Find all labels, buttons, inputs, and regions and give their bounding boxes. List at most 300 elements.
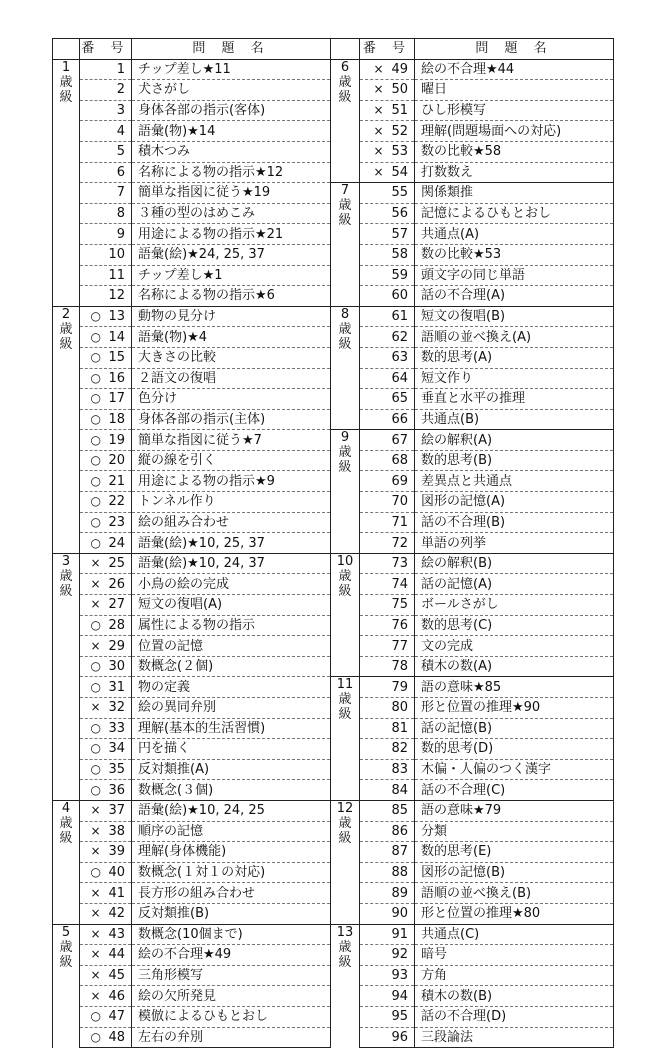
item-name: トンネル作り [132,492,331,513]
item-number: 3 [116,103,125,119]
result-mark: ○ [90,432,101,447]
item-name: 名称による物の指示★12 [132,162,331,183]
result-mark: × [90,823,101,838]
item-number: 76 [391,617,408,633]
item-name: 簡単な指図に従う★7 [132,430,331,451]
item-number: 94 [391,988,408,1004]
item-number-cell [80,553,132,574]
item-number: 38 [108,823,125,839]
grade-label [53,800,80,924]
item-number: 34 [108,741,125,757]
table-row [331,347,614,368]
item-name: 曜日 [415,80,614,101]
grade-label-char: 5 [61,924,71,940]
item-number-cell [80,409,132,430]
item-name: 身体各部の指示(客体) [132,100,331,121]
item-number-cell [80,574,132,595]
table-row [53,965,331,986]
item-number: 9 [116,226,125,242]
table-row [331,450,614,471]
item-number-cell [80,162,132,183]
item-name: 数的思考(D) [415,739,614,760]
table-row [331,780,614,801]
grade-label-char: 級 [59,583,73,599]
item-number: 14 [108,329,125,345]
item-number: 82 [391,741,408,757]
item-number-cell [360,698,415,719]
item-number-cell [360,656,415,677]
grade-label-char: 13 [336,924,354,940]
item-number-cell [80,677,132,698]
item-name: 形と位置の推理★90 [415,698,614,719]
item-number: 80 [391,700,408,716]
table-row [331,1027,614,1048]
grade-label-char: 1 [61,59,71,75]
item-number-cell [80,471,132,492]
item-number-cell [80,739,132,760]
item-name: 話の不合理(A) [415,286,614,307]
item-number-cell [360,986,415,1007]
table-row [53,924,331,945]
item-name: 垂直と水平の推理 [415,389,614,410]
grade-label-char: 9 [340,430,350,446]
table-row [331,553,614,574]
table-row [331,615,614,636]
result-mark: × [90,803,101,818]
result-mark: ○ [90,679,101,694]
table-row [53,615,331,636]
item-number: 69 [391,473,408,489]
result-mark: × [373,61,384,76]
item-name: 絵の不合理★44 [415,59,614,80]
item-number-cell [80,265,132,286]
table-row [53,574,331,595]
item-number-cell [80,842,132,863]
item-number-cell [360,389,415,410]
item-number-cell [80,306,132,327]
item-number-cell [80,430,132,451]
item-name: 反対類推(A) [132,759,331,780]
grade-label-char: 歳 [338,568,352,584]
item-number-cell [360,739,415,760]
grade-label-char: 歳 [338,939,352,955]
table-row [331,945,614,966]
result-mark: ○ [90,1029,101,1044]
item-number: 1 [116,61,125,77]
table-row [53,533,331,554]
item-number: 21 [108,473,125,489]
item-number-cell [360,1027,415,1048]
item-name: 数的思考(C) [415,615,614,636]
item-name: ボールさがし [415,595,614,616]
item-number: 88 [391,865,408,881]
item-number: 28 [108,617,125,633]
item-number-cell [360,286,415,307]
table-row [53,553,331,574]
table-row [331,677,614,698]
table-row [53,306,331,327]
grade-label-char: 2 [61,306,71,322]
item-number: 33 [108,720,125,736]
item-number: 8 [116,206,125,222]
table-row [53,698,331,719]
left-header-row [53,39,331,60]
grade-label [331,306,360,430]
item-number-cell [80,450,132,471]
item-number-cell [360,306,415,327]
result-mark: ○ [90,617,101,632]
table-row [331,162,614,183]
item-name: 語の意味★79 [415,800,614,821]
result-mark: ○ [90,329,101,344]
table-row [331,636,614,657]
item-number: 17 [108,391,125,407]
item-number-cell [360,636,415,657]
item-name: 絵の解釈(B) [415,553,614,574]
result-mark: ○ [90,494,101,509]
item-number-cell [80,924,132,945]
table-row [53,80,331,101]
table-row [53,100,331,121]
grade-label-char: 歳 [59,568,73,584]
table-row [331,183,614,204]
grade-label-char: 歳 [59,74,73,90]
grade-label [53,553,80,800]
grade-label-char: 級 [338,707,352,723]
item-number-cell [360,615,415,636]
item-number: 50 [391,82,408,98]
item-number-cell [360,347,415,368]
item-number: 64 [391,370,408,386]
item-name: 理解(身体機能) [132,842,331,863]
table-row [331,224,614,245]
table-row [331,656,614,677]
item-number: 7 [116,185,125,201]
table-row [53,677,331,698]
table-row [53,800,331,821]
grade-label-char: 級 [59,89,73,105]
item-number-cell [80,986,132,1007]
item-number-cell [80,615,132,636]
item-number-cell [360,162,415,183]
item-number: 48 [108,1029,125,1045]
name-header: 問 題 名 [132,39,331,60]
result-mark: × [90,700,101,715]
result-mark: × [373,82,384,97]
table-row [53,986,331,1007]
result-mark: ○ [90,453,101,468]
item-name: 記憶によるひもとおし [415,203,614,224]
item-name: 順序の記憶 [132,821,331,842]
grade-label [53,59,80,306]
item-name: 位置の記憶 [132,636,331,657]
item-number-cell [80,80,132,101]
table-row [53,162,331,183]
table-row [53,327,331,348]
item-name: 大きさの比較 [132,347,331,368]
item-number: 83 [391,762,408,778]
table-row [53,903,331,924]
table-row [53,636,331,657]
item-name: 語順の並べ換え(B) [415,883,614,904]
item-number: 79 [391,679,408,695]
item-name: 差異点と共通点 [415,471,614,492]
item-number-cell [80,389,132,410]
item-name: 色分け [132,389,331,410]
table-row [331,533,614,554]
item-number-cell [80,698,132,719]
result-mark: × [90,906,101,921]
item-number-cell [80,800,132,821]
table-row [53,224,331,245]
result-mark: ○ [90,720,101,735]
table-row [331,739,614,760]
item-number-cell [360,183,415,204]
grade-label [53,924,80,1048]
item-name: 木偏・人偏のつく漢字 [415,759,614,780]
table-row [53,739,331,760]
item-number-cell [360,1006,415,1027]
grade-label-char: 歳 [338,445,352,461]
item-number: 77 [391,638,408,654]
table-row [331,141,614,162]
item-number: 16 [108,370,125,386]
item-name: 語彙(絵)★10, 24, 25 [132,800,331,821]
item-number: 62 [391,329,408,345]
item-number: 53 [391,144,408,160]
result-mark: ○ [90,391,101,406]
table-row [53,945,331,966]
table-row [331,800,614,821]
item-number-cell [360,203,415,224]
item-name: 数の比較★58 [415,141,614,162]
grade-label-char: 級 [59,830,73,846]
item-name: 理解(問題場面への対応) [415,121,614,142]
item-number-cell [360,492,415,513]
item-name: 形と位置の推理★80 [415,903,614,924]
table-row [53,656,331,677]
grade-label [53,306,80,553]
item-number: 95 [391,1009,408,1025]
item-number: 51 [391,103,408,119]
item-name: 数的思考(A) [415,347,614,368]
table-row [53,59,331,80]
item-number-cell [360,265,415,286]
table-row [53,121,331,142]
item-name: 語彙(絵)★10, 25, 37 [132,533,331,554]
item-number-cell [360,883,415,904]
table-row [53,842,331,863]
item-number: 6 [116,164,125,180]
result-mark: × [373,123,384,138]
item-name: 用途による物の指示★21 [132,224,331,245]
item-name: 短文作り [415,368,614,389]
table-row [53,595,331,616]
grade-label-char: 級 [338,336,352,352]
table-row [53,780,331,801]
grade-label-char: 10 [336,553,354,569]
grade-label-char: 級 [338,583,352,599]
item-name: 話の不合理(D) [415,1006,614,1027]
item-number: 40 [108,865,125,881]
item-number-cell [360,965,415,986]
item-number: 22 [108,494,125,510]
item-number: 27 [108,597,125,613]
item-number: 52 [391,123,408,139]
item-number: 66 [391,411,408,427]
item-number: 54 [391,164,408,180]
table-row [53,883,331,904]
item-name: 短文の復唱(B) [415,306,614,327]
item-number-cell [80,821,132,842]
table-row [331,306,614,327]
item-name: 絵の異同弁別 [132,698,331,719]
item-number-cell [80,347,132,368]
grade-label-char: 級 [338,213,352,229]
item-number: 2 [116,82,125,98]
item-number: 91 [391,926,408,942]
item-number-cell [80,636,132,657]
table-row [331,286,614,307]
table-row [331,965,614,986]
item-name: ２語文の復唱 [132,368,331,389]
item-number-cell [80,759,132,780]
item-number: 59 [391,267,408,283]
item-number: 71 [391,514,408,530]
table-row [331,718,614,739]
item-name: 語彙(絵)★24, 25, 37 [132,244,331,265]
item-name: 話の記憶(A) [415,574,614,595]
grade-label [331,677,360,801]
item-number-cell [80,141,132,162]
item-name: 単語の列挙 [415,533,614,554]
item-number-cell [80,780,132,801]
item-number-cell [360,903,415,924]
item-number-cell [80,883,132,904]
item-number-cell [360,780,415,801]
item-name: 積木の数(A) [415,656,614,677]
grade-label-char: 歳 [59,321,73,337]
item-name: 動物の見分け [132,306,331,327]
grade-label-char: 級 [338,954,352,970]
item-number-cell [80,656,132,677]
item-name: ３種の型のはめこみ [132,203,331,224]
item-number: 72 [391,535,408,551]
table-row [331,430,614,451]
grade-label-char: 歳 [59,939,73,955]
table-row [331,121,614,142]
item-name: 絵の解釈(A) [415,430,614,451]
table-row [331,368,614,389]
item-number-cell [360,141,415,162]
item-number-cell [80,718,132,739]
item-name: 属性による物の指示 [132,615,331,636]
item-number-cell [80,965,132,986]
item-number: 47 [108,1009,125,1025]
item-name: 三段論法 [415,1027,614,1048]
item-name: 絵の組み合わせ [132,512,331,533]
grade-label-char: 6 [340,59,350,75]
item-number: 85 [391,803,408,819]
table-row [53,1027,331,1048]
item-name: 暗号 [415,945,614,966]
item-number-cell [360,368,415,389]
left-test-table [52,38,331,1048]
table-row [53,471,331,492]
result-mark: ○ [90,1009,101,1024]
result-mark: × [90,885,101,900]
item-number: 58 [391,247,408,263]
item-name: 図形の記憶(A) [415,492,614,513]
table-row [331,80,614,101]
item-number-cell [360,450,415,471]
item-number: 20 [108,453,125,469]
item-name: 関係類推 [415,183,614,204]
item-number-cell [360,800,415,821]
table-row [53,368,331,389]
item-number-cell [360,759,415,780]
table-row [331,512,614,533]
result-mark: × [373,144,384,159]
item-number-cell [360,574,415,595]
item-number-cell [80,203,132,224]
result-mark: ○ [90,370,101,385]
grade-label [331,183,360,307]
grade-label-char: 7 [340,183,350,199]
item-number-cell [360,121,415,142]
item-number: 90 [391,906,408,922]
item-name: 数概念(３個) [132,780,331,801]
item-number-cell [80,862,132,883]
item-number-cell [80,903,132,924]
item-number: 23 [108,514,125,530]
item-name: 三角形模写 [132,965,331,986]
item-number: 30 [108,659,125,675]
num-header: 番 号 [360,39,415,60]
table-row [53,409,331,430]
item-name: 模倣によるひもとおし [132,1006,331,1027]
table-row [53,759,331,780]
item-number: 81 [391,720,408,736]
grade-header [331,39,360,60]
item-name: 縦の線を引く [132,450,331,471]
item-name: 話の記憶(B) [415,718,614,739]
item-name: 語彙(絵)★10, 24, 37 [132,553,331,574]
item-name: 語彙(物)★14 [132,121,331,142]
item-number-cell [360,821,415,842]
result-mark: ○ [90,473,101,488]
item-number-cell [80,595,132,616]
item-number-cell [80,224,132,245]
item-number-cell [80,1006,132,1027]
result-mark: × [90,597,101,612]
item-number-cell [80,512,132,533]
item-number-cell [80,327,132,348]
result-mark: ○ [90,535,101,550]
result-mark: × [373,103,384,118]
item-name: 小鳥の絵の完成 [132,574,331,595]
item-number: 4 [116,123,125,139]
item-number-cell [80,244,132,265]
table-row [331,595,614,616]
grade-label [331,924,360,1048]
table-row [53,265,331,286]
item-number-cell [360,100,415,121]
item-name: ひし形模写 [415,100,614,121]
item-number: 5 [116,144,125,160]
grade-label-char: 歳 [338,321,352,337]
table-row [53,286,331,307]
